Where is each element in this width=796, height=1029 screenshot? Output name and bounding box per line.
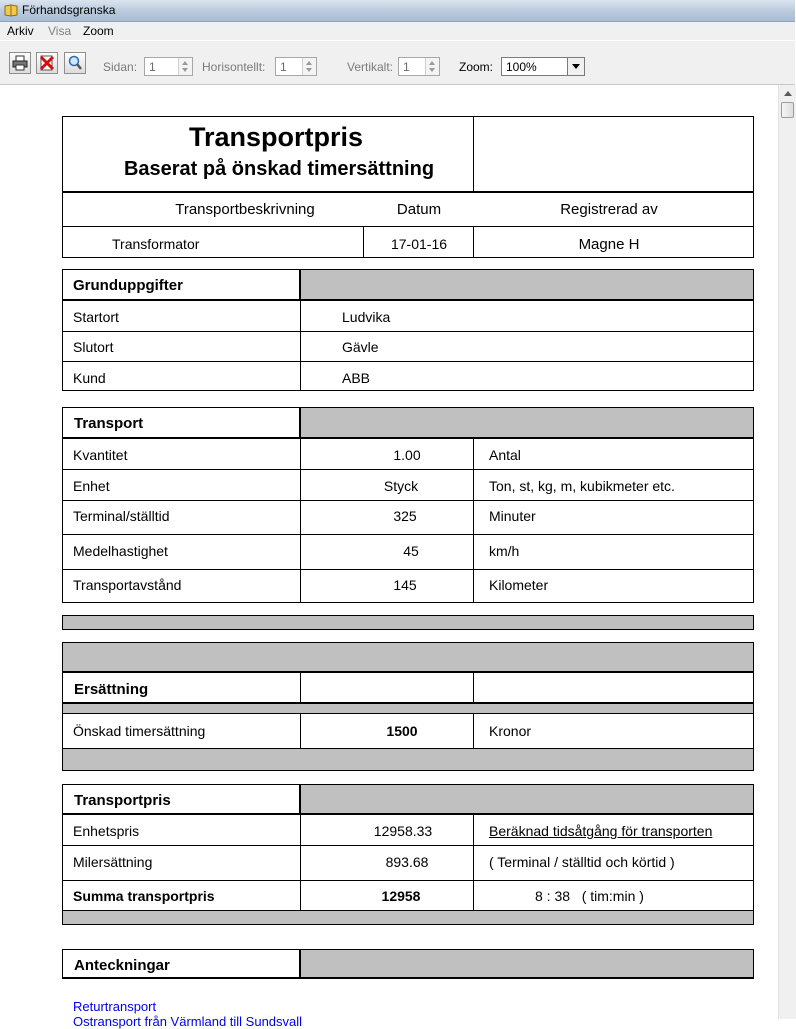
transport-row-unit: Antal xyxy=(489,447,521,463)
compensation-bottom-bar xyxy=(62,748,754,771)
separator-bar xyxy=(62,615,754,630)
col-description-header: Transportbeskrivning xyxy=(175,201,315,218)
price-total-note: 8 : 38 ( tim:min ) xyxy=(535,888,644,904)
basic-row-label: Startort xyxy=(73,309,119,325)
col-registered-header: Registrerad av xyxy=(560,201,658,218)
toolbar xyxy=(0,41,795,85)
menu-bar xyxy=(0,22,795,40)
report-title: Transportpris xyxy=(188,122,364,152)
basic-row-value: Ludvika xyxy=(342,309,391,325)
transport-row-value: 45 xyxy=(403,543,419,559)
transport-heading: Transport xyxy=(74,415,144,432)
transport-row-value: 145 xyxy=(393,577,417,593)
basic-heading: Grunduppgifter xyxy=(73,277,183,294)
horizontal-value: 1 xyxy=(280,60,287,74)
vertical-spinner[interactable] xyxy=(398,57,440,76)
vertical-spinner-arrows[interactable] xyxy=(425,58,439,75)
basic-row-label: Slutort xyxy=(73,339,114,355)
preview-app-icon xyxy=(4,3,18,17)
transport-row-label: Medelhastighet xyxy=(73,543,168,559)
price-heading: Transportpris xyxy=(74,792,171,809)
menu-arkiv[interactable]: Arkiv xyxy=(7,24,34,38)
transport-row-value: 325 xyxy=(393,508,417,524)
chevron-down-icon xyxy=(572,64,580,69)
transport-row-value: Styck xyxy=(383,478,419,494)
window-titlebar xyxy=(0,0,795,22)
window-title: Förhandsgranska xyxy=(22,3,116,17)
chevron-up-icon xyxy=(784,91,792,96)
notes-line: Returtransport xyxy=(73,999,157,1014)
close-icon xyxy=(39,55,55,71)
horizontal-spinner-arrows[interactable] xyxy=(302,58,316,75)
report-page xyxy=(0,85,778,1029)
price-row-note: Beräknad tidsåtgång för transporten xyxy=(489,823,713,839)
basic-row-value: ABB xyxy=(342,370,371,386)
transport-row-label: Enhet xyxy=(73,478,110,494)
page-spinner-arrows[interactable] xyxy=(178,58,192,75)
transport-row-value: 1.00 xyxy=(393,447,421,463)
price-row-value: 12958.33 xyxy=(373,823,433,839)
zoom-dropdown-button[interactable] xyxy=(567,58,584,75)
menu-visa[interactable]: Visa xyxy=(48,24,72,38)
magnifier-icon xyxy=(67,55,83,71)
compensation-unit: Kronor xyxy=(489,723,532,739)
report-subtitle: Baserat på önskad timersättning xyxy=(123,158,435,180)
compensation-value: 1500 xyxy=(386,723,418,739)
vertical-value: 1 xyxy=(403,60,410,74)
transport-row-unit: Ton, st, kg, m, kubikmeter etc. xyxy=(489,478,675,494)
horizontal-spinner[interactable] xyxy=(275,57,317,76)
print-button[interactable] xyxy=(9,52,31,74)
page-label: Sidan: xyxy=(103,60,138,74)
date-value: 17-01-16 xyxy=(390,236,448,252)
compensation-top-bar xyxy=(62,642,754,672)
close-preview-button[interactable] xyxy=(36,52,58,74)
printer-icon xyxy=(12,55,28,71)
description-value: Transformator xyxy=(112,236,200,252)
page-spinner[interactable] xyxy=(144,57,193,76)
basic-row-value: Gävle xyxy=(342,339,379,355)
vertical-scrollbar[interactable] xyxy=(778,85,796,1019)
notes-heading: Anteckningar xyxy=(74,957,170,974)
compensation-heading: Ersättning xyxy=(74,681,149,698)
price-row-note: ( Terminal / ställtid och körtid ) xyxy=(489,854,675,870)
price-row-label: Enhetspris xyxy=(73,823,140,839)
zoom-select[interactable] xyxy=(501,57,585,76)
registered-by-value: Magne H xyxy=(578,236,640,253)
transport-row-label: Terminal/ställtid xyxy=(73,508,170,524)
transport-row-unit: Minuter xyxy=(489,508,536,524)
transport-row-unit: Kilometer xyxy=(489,577,549,593)
col-date-header: Datum xyxy=(396,201,442,218)
transport-row-unit: km/h xyxy=(489,543,520,559)
zoom-label: Zoom: xyxy=(459,60,494,74)
notes-line: Ostransport från Värmland till Sundsvall xyxy=(73,1014,303,1029)
transport-row-label: Transportavstånd xyxy=(73,577,182,593)
transport-row-label: Kvantitet xyxy=(73,447,128,463)
vertical-label: Vertikalt: xyxy=(347,60,394,74)
menu-zoom[interactable]: Zoom xyxy=(83,24,114,38)
magnify-button[interactable] xyxy=(64,52,86,74)
horizontal-label: Horisontellt: xyxy=(202,60,266,74)
price-total-value: 12958 xyxy=(381,888,421,904)
price-row-value: 893.68 xyxy=(385,854,429,870)
page-value: 1 xyxy=(149,60,156,74)
price-row-label: Milersättning xyxy=(73,854,153,870)
price-total-label: Summa transportpris xyxy=(73,888,215,904)
scroll-up-button[interactable] xyxy=(780,86,795,101)
zoom-value: 100% xyxy=(506,60,537,74)
compensation-label: Önskad timersättning xyxy=(73,723,206,739)
scroll-thumb[interactable] xyxy=(781,102,794,118)
basic-row-label: Kund xyxy=(73,370,106,386)
